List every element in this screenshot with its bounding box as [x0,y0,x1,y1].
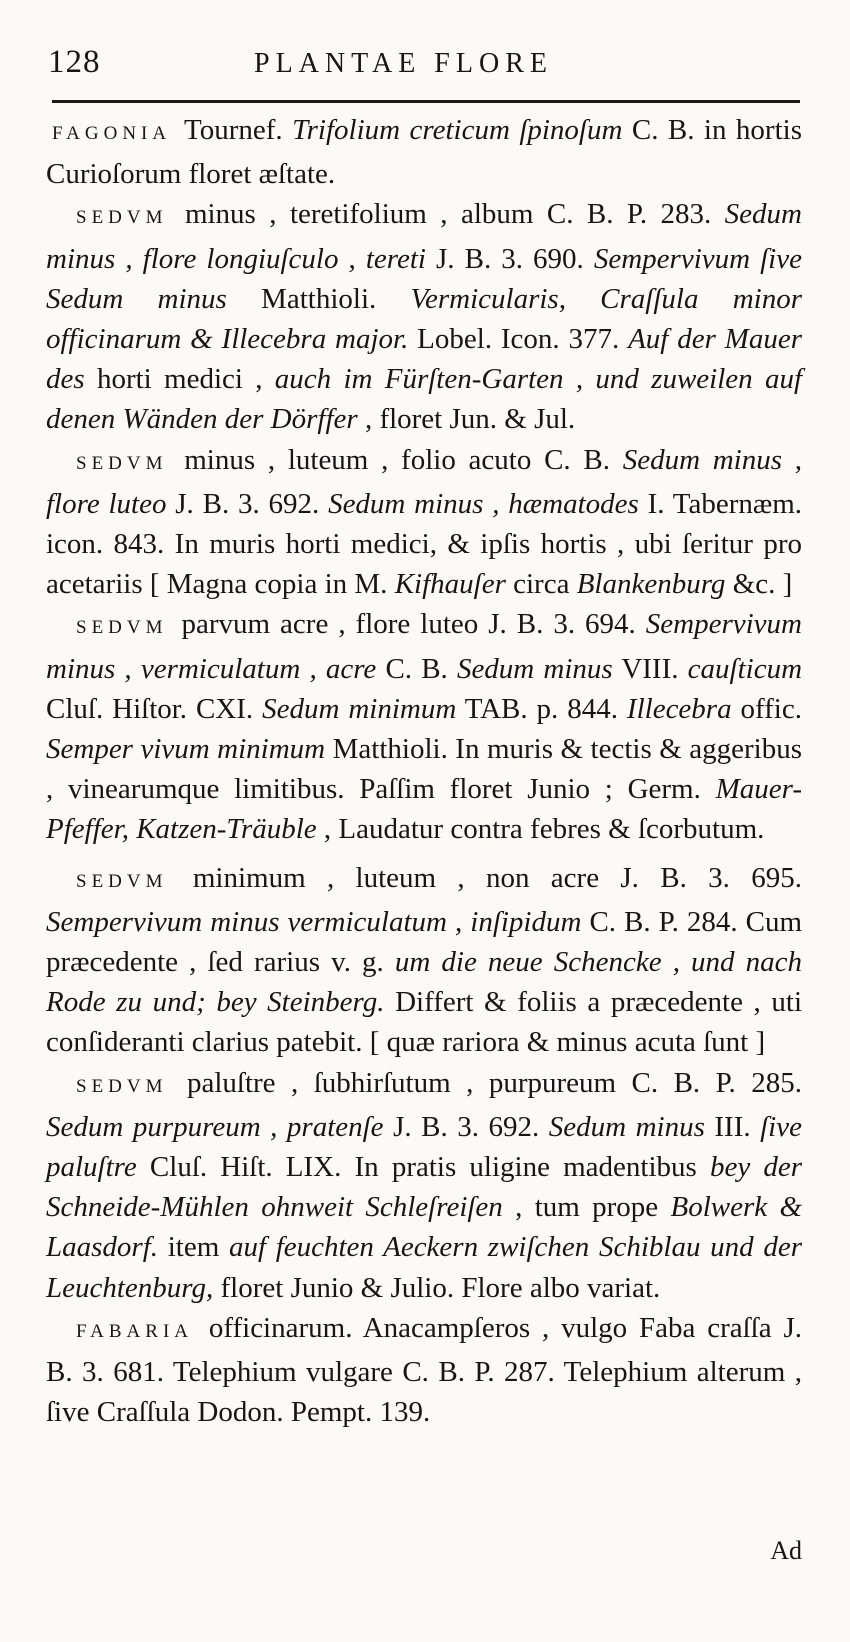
lemma: SEDVM [76,207,168,229]
italic-text: auch im Fürſten-Garten , und zuweilen auf denen Wänden der Dörffer [46,363,802,436]
lemma: SEDVM [76,617,168,639]
entry-fabaria [46,1308,802,1433]
italic-text: ſive paluſtre [46,1110,802,1184]
text-run: &c. ] [725,568,793,601]
running-head: PLANTAE FLORE [254,48,553,79]
text-run: parvum acre , flore luteo J. B. 3. 694. [171,608,646,641]
text-run: minus , luteum , folio acuto C. B. [171,443,623,476]
catchword: Ad [770,1536,802,1565]
entry-sedum-parvum-acre [46,604,802,849]
italic-text: Semper vivum minimum [46,733,326,766]
text-run: item [158,1231,229,1264]
italic-text: Auf der Mauer des [46,323,802,396]
italic-text: Sedum minus [456,652,613,685]
italic-text: Sedum purpureum , pratenſe [46,1110,384,1143]
text-run: Cluſ. Hiſtor. CXI. [46,692,263,725]
text-run: paluſtre , ſubhirſutum , purpureum C. B. P. 285. [171,1066,802,1099]
text-run: TAB. p. 844. [456,692,627,725]
text-run: J. B. 3. 692. [166,487,329,520]
italic-text: Kifhauſer [394,568,506,601]
text-run: C. B. P. 284. Cum præcedente , ſed rarius v. g. [46,905,802,979]
page-header [48,40,808,90]
text-run: , Laudatur contra febres & ſcorbutum. [316,813,765,846]
text-run: C. B. in hortis Curioſorum floret æſtate. [46,114,802,191]
text-body [46,110,802,1433]
italic-text: auf feuchten Aeckern zwiſchen Schiblau und der Leuchtenburg, [46,1231,802,1304]
italic-text: Sedum minus , flore luteo [46,443,802,520]
italic-text: Sedum minus [548,1110,705,1143]
text-run: Tournef. [175,114,293,146]
entry-sedum-teretifolium [46,194,802,439]
text-run: , floret Jun. & Jul. [357,403,576,436]
entry-sedum-luteum [46,440,802,605]
text-run: minus , teretifolium , album C. B. P. 283. [171,198,725,231]
italic-text: Sedum minus , flore longiuſculo , tereti [46,198,802,275]
text-run: floret Junio & Julio. Flore albo variat. [213,1271,661,1304]
entry-fagonia [46,110,802,194]
text-run: circa [505,568,577,601]
text-run: III. [704,1110,761,1143]
italic-text: cauſticum [687,652,803,685]
italic-text: Vermicularis, Craſſula minor officinarum & Illecebra major. [46,282,802,356]
text-run: horti medici , [84,363,275,396]
text-run: J. B. 3. 692. [383,1110,549,1143]
text-run: Matthioli. In muris & tectis & aggeribus , vinearumque limitibus. Paſſim floret Junio ; Germ. [46,733,802,806]
italic-text: Trifolium creticum ſpinoſum [292,114,623,146]
text-run: officinarum. Anacampſeros , vulgo Faba craſſa J. B. 3. 681. Telephium vulgare C. B. P. 287. Telephium alterum , ſive Craſſula Dodon. Pempt. 139. [46,1311,802,1429]
lemma: FAGONIA [52,123,172,144]
text-run: offic. [731,692,802,725]
italic-text: Sedum minus , hæmatodes [328,487,639,520]
text-run: Lobel. Icon. 377. [408,323,629,356]
italic-text: Blankenburg [576,568,726,601]
text-run: VIII. [612,652,688,685]
italic-text: Sedum minimum [262,692,457,725]
italic-text: Sempervivum minus , vermiculatum , acre [46,608,802,685]
italic-text: Illecebra [626,692,732,725]
header-rule [52,100,800,103]
lemma: SEDVM [76,870,168,892]
text-run: minimum , luteum , non acre J. B. 3. 695. [171,861,802,894]
italic-text: Bolwerk & Laasdorf. [46,1191,803,1264]
page-number: 128 [48,44,101,80]
text-run: J. B. 3. 690. [425,242,594,275]
entry-sedum-minimum [46,858,802,1063]
lemma: FABARIA [76,1320,193,1342]
text-run: Matthioli. [226,282,411,315]
entry-sedum-palustre [46,1063,802,1308]
lemma: SEDVM [76,1075,168,1097]
italic-text: Sempervivum minus vermiculatum , inſipidum [46,905,582,938]
text-run: I. Tabernæm. icon. 843. In muris horti medici, & ipſis hortis , ubi ſeritur pro acetariis [ Magna copia in M. [46,487,802,601]
italic-text: um die neue Schencke , und nach Rode zu und; bey Steinberg. [46,946,802,1019]
lemma: SEDVM [76,452,168,474]
text-run: Differt & foliis a præcedente , uti conſideranti clarius patebit. [ quæ rariora & minus acuta ſunt ] [46,986,802,1059]
italic-text: bey der Schneide-Mühlen ohnweit Schleſreiſen [46,1151,803,1224]
text-run: C. B. [376,652,457,685]
text-run: , tum prope [502,1191,671,1224]
text-run: Cluſ. Hiſt. LIX. In pratis uligine madentibus [136,1151,710,1184]
italic-text: Sempervivum ſive Sedum minus [46,242,802,315]
italic-text: Mauer-Pfeffer, Katzen-Träuble [46,773,802,846]
